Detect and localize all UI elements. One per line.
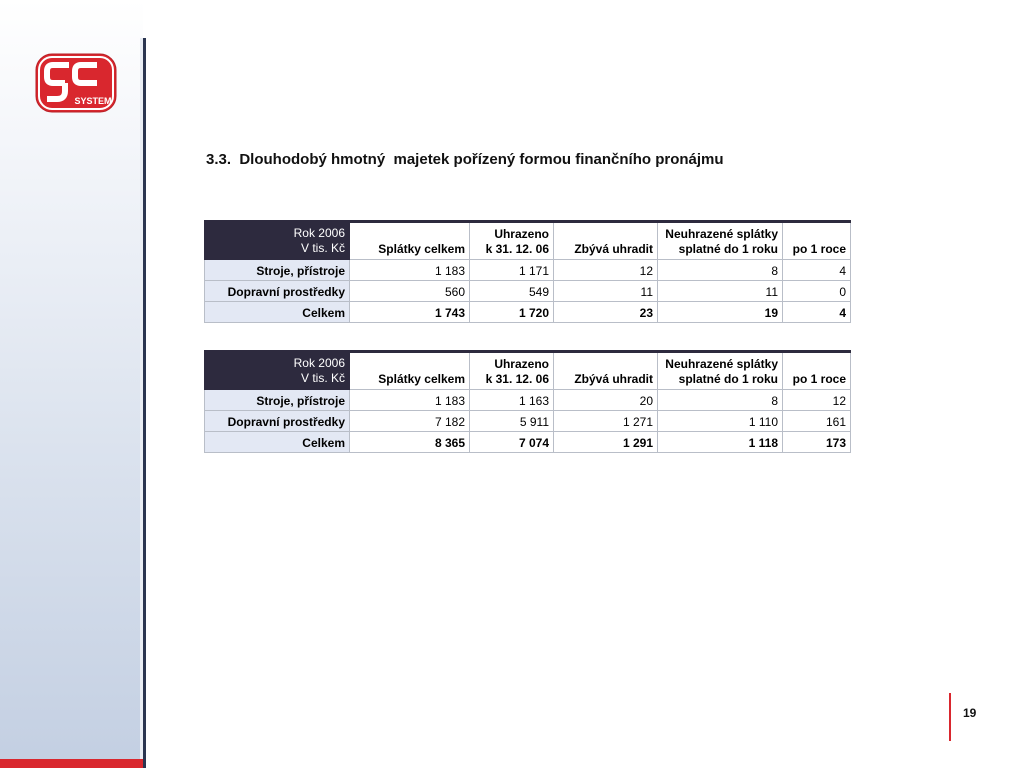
row-label: Stroje, přístroje xyxy=(205,260,350,281)
sidebar-divider xyxy=(143,38,146,768)
logo-text: SYSTEM xyxy=(74,96,112,106)
slide-title: 3.3. Dlouhodobý hmotný majetek pořízený formou finančního pronájmu xyxy=(206,151,724,168)
page-number: 19 xyxy=(963,706,977,720)
sidebar-panel xyxy=(0,0,143,768)
table-cell: 1 271 xyxy=(554,411,658,432)
bottom-accent-bar xyxy=(0,759,143,768)
table-cell: 1 743 xyxy=(350,302,470,323)
table-cell: 1 171 xyxy=(470,260,554,281)
header-due-within-year: Neuhrazené splátky splatné do 1 roku xyxy=(658,222,783,260)
header-paid: Uhrazeno k 31. 12. 06 xyxy=(470,222,554,260)
header-due-within-year: Neuhrazené splátky splatné do 1 roku xyxy=(658,352,783,390)
table-cell: 8 xyxy=(658,260,783,281)
table-header-row xyxy=(205,222,851,260)
row-label: Celkem xyxy=(205,432,350,453)
table-cell: 5 911 xyxy=(470,411,554,432)
header-corner-cell xyxy=(205,222,350,260)
table-total-row xyxy=(205,432,851,453)
header-total-payments: Splátky celkem xyxy=(350,222,470,260)
header-total-payments: Splátky celkem xyxy=(350,352,470,390)
lease-table-1 xyxy=(204,220,851,323)
header-unit: V tis. Kč xyxy=(300,371,345,385)
table-cell: 1 183 xyxy=(350,260,470,281)
table-cell: 1 118 xyxy=(658,432,783,453)
table-row xyxy=(205,260,851,281)
lease-table-2 xyxy=(204,350,851,453)
table-cell: 1 110 xyxy=(658,411,783,432)
table-cell: 1 183 xyxy=(350,390,470,411)
table-cell: 11 xyxy=(554,281,658,302)
header-remaining: Zbývá uhradit xyxy=(554,352,658,390)
table-cell: 4 xyxy=(783,302,851,323)
header-unit: V tis. Kč xyxy=(300,241,345,255)
table-cell: 0 xyxy=(783,281,851,302)
table-cell: 8 365 xyxy=(350,432,470,453)
table-header-row xyxy=(205,352,851,390)
table-cell: 1 720 xyxy=(470,302,554,323)
table-cell: 173 xyxy=(783,432,851,453)
gc-system-logo xyxy=(35,53,117,113)
header-year: Rok 2006 xyxy=(293,226,345,240)
table-cell: 161 xyxy=(783,411,851,432)
table-cell: 560 xyxy=(350,281,470,302)
row-label: Celkem xyxy=(205,302,350,323)
header-paid: Uhrazeno k 31. 12. 06 xyxy=(470,352,554,390)
table-cell: 1 291 xyxy=(554,432,658,453)
table-cell: 1 163 xyxy=(470,390,554,411)
table-cell: 20 xyxy=(554,390,658,411)
row-label: Dopravní prostředky xyxy=(205,281,350,302)
table-cell: 19 xyxy=(658,302,783,323)
table-cell: 549 xyxy=(470,281,554,302)
header-after-year: po 1 roce xyxy=(783,222,851,260)
page-number-divider xyxy=(949,693,951,741)
header-remaining: Zbývá uhradit xyxy=(554,222,658,260)
header-year: Rok 2006 xyxy=(293,356,345,370)
header-after-year: po 1 roce xyxy=(783,352,851,390)
table-total-row xyxy=(205,302,851,323)
table-cell: 11 xyxy=(658,281,783,302)
row-label: Dopravní prostředky xyxy=(205,411,350,432)
table-row xyxy=(205,411,851,432)
table-row xyxy=(205,390,851,411)
table-cell: 12 xyxy=(554,260,658,281)
table-cell: 7 074 xyxy=(470,432,554,453)
table-cell: 4 xyxy=(783,260,851,281)
table-cell: 23 xyxy=(554,302,658,323)
table-cell: 7 182 xyxy=(350,411,470,432)
row-label: Stroje, přístroje xyxy=(205,390,350,411)
table-cell: 8 xyxy=(658,390,783,411)
table-cell: 12 xyxy=(783,390,851,411)
header-corner-cell xyxy=(205,352,350,390)
table-row xyxy=(205,281,851,302)
